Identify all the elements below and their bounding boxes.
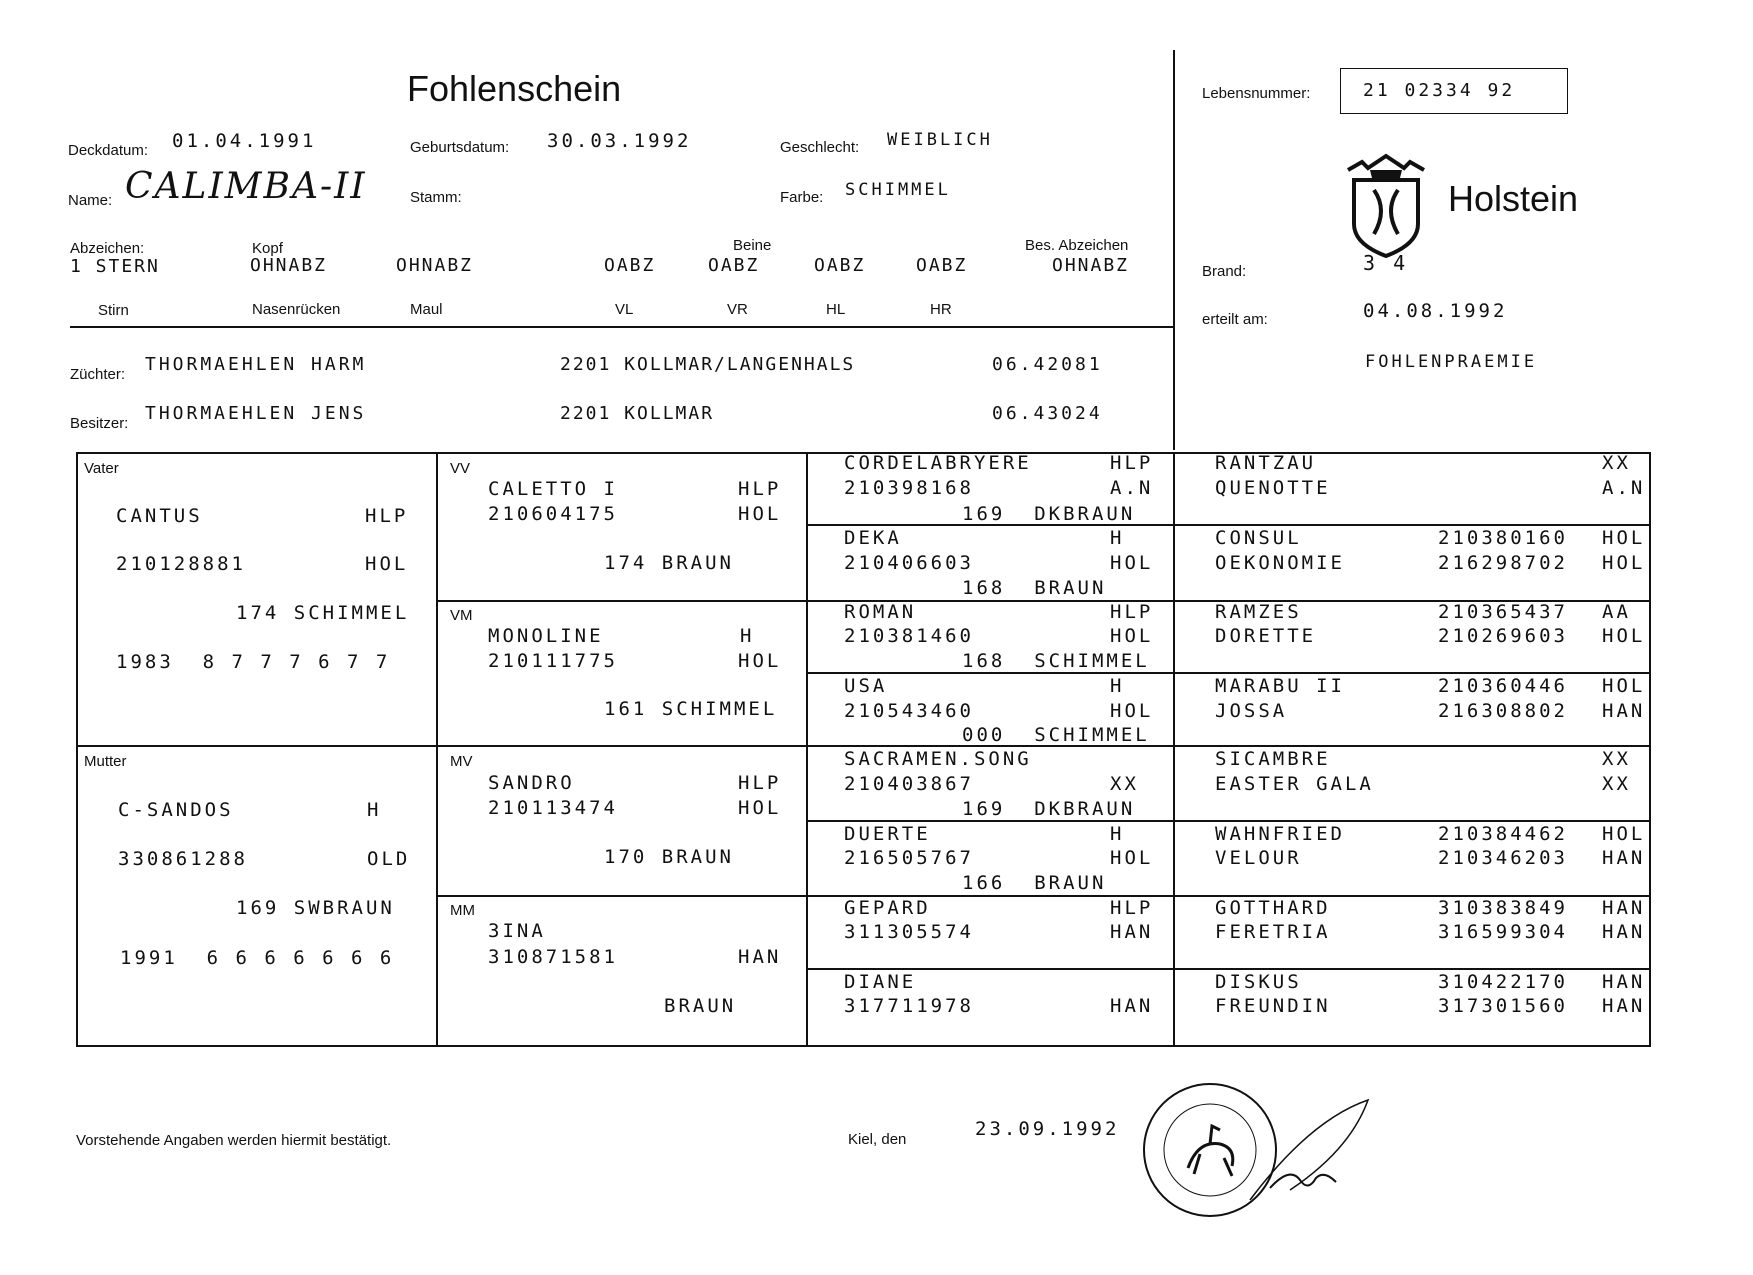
- name-label: Name:: [68, 192, 113, 209]
- mm-zb: HAN: [738, 946, 782, 968]
- pedigree-e7-divider: [806, 968, 1651, 970]
- erteilt-label: erteilt am:: [1202, 311, 1268, 328]
- pedigree-col1-divider: [436, 452, 438, 1047]
- gen4-1-zb: A.N: [1602, 477, 1646, 499]
- confirmation-text: Vorstehende Angaben werden hiermit bestätigt.: [76, 1132, 392, 1149]
- vl-value: OABZ: [604, 255, 656, 276]
- vater-nr: 210128881: [116, 553, 246, 575]
- gen3-0-nr: 210398168: [844, 477, 974, 499]
- gen4-12-name: GOTTHARD: [1215, 897, 1331, 919]
- gen3-3-name: USA: [844, 675, 888, 697]
- pedigree-col2-divider: [806, 452, 808, 1047]
- holstein-crown-shield-icon: [1340, 152, 1432, 258]
- vater-year-scores: 1983 8 7 7 7 6 7 7: [116, 651, 391, 673]
- mm-label: MM: [450, 902, 475, 919]
- zuechter-nr: 06.42081: [992, 354, 1103, 375]
- gen3-0-zb: A.N: [1110, 477, 1154, 499]
- vm-code: H: [740, 625, 755, 647]
- gen4-10-name: WAHNFRIED: [1215, 823, 1345, 845]
- vater-info: 174 SCHIMMEL: [236, 602, 410, 624]
- gen3-1-name: DEKA: [844, 527, 902, 549]
- mv-label: MV: [450, 753, 473, 770]
- mutter-label: Mutter: [84, 753, 127, 770]
- gen4-14-zb: HAN: [1602, 971, 1646, 993]
- gen4-2-name: CONSUL: [1215, 527, 1302, 549]
- pedigree-e1-divider: [806, 524, 1651, 526]
- zuechter-name: THORMAEHLEN HARM: [145, 354, 367, 375]
- vm-label: VM: [450, 607, 473, 624]
- gen4-2-zb: HOL: [1602, 527, 1646, 549]
- hl-value: OABZ: [814, 255, 866, 276]
- gen4-8-zb: XX: [1602, 748, 1631, 770]
- mutter-info: 169 SWBRAUN: [236, 897, 395, 919]
- gen4-9-zb: XX: [1602, 773, 1631, 795]
- page-title: Fohlenschein: [407, 68, 622, 109]
- vm-name: MONOLINE: [488, 625, 604, 647]
- gen3-4-name: SACRAMEN.SONG: [844, 748, 1032, 770]
- gen3-2-zb: HOL: [1110, 625, 1154, 647]
- pedigree-col3-divider: [1173, 452, 1175, 1047]
- gen4-15-name: FREUNDIN: [1215, 995, 1331, 1017]
- gen4-7-zb: HAN: [1602, 700, 1646, 722]
- mm-nr: 310871581: [488, 946, 618, 968]
- pedigree-left-border: [76, 452, 78, 1047]
- stirn-value: 1 STERN: [70, 256, 160, 277]
- gen4-1-name: QUENOTTE: [1215, 477, 1331, 499]
- seal-rider-stamp-icon: [1140, 1070, 1370, 1220]
- mv-name: SANDRO: [488, 772, 575, 794]
- gen3-4-info: 169 DKBRAUN: [962, 798, 1136, 820]
- gen3-6-nr: 311305574: [844, 921, 974, 943]
- gen4-6-zb: HOL: [1602, 675, 1646, 697]
- geschlecht-value: WEIBLICH: [887, 130, 993, 150]
- gen3-5-name: DUERTE: [844, 823, 931, 845]
- gen4-15-nr: 317301560: [1438, 995, 1568, 1017]
- gen4-8-name: SICAMBRE: [1215, 748, 1331, 770]
- besitzer-label: Besitzer:: [70, 415, 129, 432]
- vm-zb: HOL: [738, 650, 782, 672]
- zuechter-ort: 2201 KOLLMAR/LANGENHALS: [560, 354, 856, 375]
- gen3-4-nr: 210403867: [844, 773, 974, 795]
- pedigree-bottom-border: [76, 1045, 1651, 1047]
- gen4-2-nr: 210380160: [1438, 527, 1568, 549]
- vv-name: CALETTO I: [488, 478, 618, 500]
- hl-label: HL: [826, 301, 846, 318]
- markings-divider: [70, 326, 1174, 328]
- gen4-15-zb: HAN: [1602, 995, 1646, 1017]
- mv-code: HLP: [738, 772, 782, 794]
- gen3-5-info: 166 BRAUN: [962, 872, 1107, 894]
- gen4-4-name: RAMZES: [1215, 601, 1302, 623]
- gen4-6-nr: 210360446: [1438, 675, 1568, 697]
- stamm-label: Stamm:: [410, 189, 462, 206]
- mutter-zb: OLD: [367, 848, 411, 870]
- zuechter-label: Züchter:: [70, 366, 126, 383]
- gen3-7-name: DIANE: [844, 971, 917, 993]
- geburtsdatum-label: Geburtsdatum:: [410, 139, 510, 156]
- erteilt-value: 04.08.1992: [1363, 300, 1508, 322]
- gen3-5-code: H: [1110, 823, 1125, 845]
- gen4-11-name: VELOUR: [1215, 847, 1302, 869]
- gen3-3-info: 000 SCHIMMEL: [962, 724, 1150, 746]
- gen3-6-zb: HAN: [1110, 921, 1154, 943]
- mutter-code: H: [367, 799, 382, 821]
- stirn-label: Stirn: [98, 302, 129, 319]
- gen3-1-nr: 210406603: [844, 552, 974, 574]
- gen4-5-nr: 210269603: [1438, 625, 1568, 647]
- brand-value: 3 4: [1363, 251, 1409, 275]
- gen4-11-zb: HAN: [1602, 847, 1646, 869]
- gen4-5-zb: HOL: [1602, 625, 1646, 647]
- mm-info: BRAUN: [664, 995, 737, 1017]
- gen4-0-zb: XX: [1602, 452, 1631, 474]
- mutter-name: C-SANDOS: [118, 799, 234, 821]
- gen4-11-nr: 210346203: [1438, 847, 1568, 869]
- gen4-4-zb: AA: [1602, 601, 1631, 623]
- gen4-7-name: JOSSA: [1215, 700, 1288, 722]
- gen4-3-zb: HOL: [1602, 552, 1646, 574]
- gen4-14-name: DISKUS: [1215, 971, 1302, 993]
- gen4-10-nr: 210384462: [1438, 823, 1568, 845]
- gen3-1-zb: HOL: [1110, 552, 1154, 574]
- mv-info: 170 BRAUN: [604, 846, 734, 868]
- gen4-6-name: MARABU II: [1215, 675, 1345, 697]
- gen3-7-nr: 317711978: [844, 995, 974, 1017]
- gen4-13-zb: HAN: [1602, 921, 1646, 943]
- lebensnummer-label: Lebensnummer:: [1202, 85, 1311, 102]
- gen4-10-zb: HOL: [1602, 823, 1646, 845]
- mm-name: 3INA: [488, 920, 546, 942]
- hr-value: OABZ: [916, 255, 968, 276]
- gen4-13-name: FERETRIA: [1215, 921, 1331, 943]
- gen4-12-zb: HAN: [1602, 897, 1646, 919]
- kopf-label: Kopf: [252, 240, 283, 257]
- gen3-2-code: HLP: [1110, 601, 1154, 623]
- gen4-3-nr: 216298702: [1438, 552, 1568, 574]
- confirmation-date: 23.09.1992: [975, 1118, 1120, 1140]
- gen3-3-zb: HOL: [1110, 700, 1154, 722]
- gen3-1-code: H: [1110, 527, 1125, 549]
- gen4-4-nr: 210365437: [1438, 601, 1568, 623]
- right-panel-divider: [1173, 50, 1175, 450]
- gen4-13-nr: 316599304: [1438, 921, 1568, 943]
- gen4-0-name: RANTZAU: [1215, 452, 1317, 474]
- gen3-5-nr: 216505767: [844, 847, 974, 869]
- mv-zb: HOL: [738, 797, 782, 819]
- geschlecht-label: Geschlecht:: [780, 139, 860, 156]
- gen4-12-nr: 310383849: [1438, 897, 1568, 919]
- gen3-0-code: HLP: [1110, 452, 1154, 474]
- gen4-9-name: EASTER GALA: [1215, 773, 1374, 795]
- deckdatum-label: Deckdatum:: [68, 142, 149, 159]
- gen3-4-zb: XX: [1110, 773, 1139, 795]
- nasenruecken-value: OHNABZ: [250, 255, 328, 276]
- gen3-3-nr: 210543460: [844, 700, 974, 722]
- bes-abzeichen-label: Bes. Abzeichen: [1025, 237, 1129, 254]
- gen3-0-info: 169 DKBRAUN: [962, 503, 1136, 525]
- place-label: Kiel, den: [848, 1131, 907, 1148]
- abzeichen-label: Abzeichen:: [70, 240, 145, 257]
- gen3-0-name: CORDELABRYERE: [844, 452, 1032, 474]
- gen3-2-nr: 210381460: [844, 625, 974, 647]
- besitzer-ort: 2201 KOLLMAR: [560, 403, 715, 424]
- gen3-7-zb: HAN: [1110, 995, 1154, 1017]
- pedigree-mid-divider: [76, 745, 1651, 747]
- vater-zb: HOL: [365, 553, 409, 575]
- vr-label: VR: [727, 301, 748, 318]
- horse-name-handwritten: CALIMBA-II: [125, 166, 367, 207]
- gen4-7-nr: 216308802: [1438, 700, 1568, 722]
- farbe-label: Farbe:: [780, 189, 824, 206]
- pedigree-e3-divider: [806, 672, 1651, 674]
- holstein-wordmark: Holstein: [1448, 178, 1579, 219]
- vv-label: VV: [450, 460, 471, 477]
- vl-label: VL: [615, 301, 634, 318]
- vm-nr: 210111775: [488, 650, 618, 672]
- deckdatum-value: 01.04.1991: [172, 130, 317, 152]
- brand-label: Brand:: [1202, 263, 1247, 280]
- praemie-value: FOHLENPRAEMIE: [1365, 352, 1538, 372]
- mutter-nr: 330861288: [118, 848, 248, 870]
- holstein-logo: [1332, 134, 1424, 240]
- gen3-6-code: HLP: [1110, 897, 1154, 919]
- gen4-3-name: OEKONOMIE: [1215, 552, 1345, 574]
- besitzer-nr: 06.43024: [992, 403, 1103, 424]
- pedigree-right-border: [1649, 452, 1651, 1047]
- pedigree-e5-divider: [806, 820, 1651, 822]
- nasenruecken-label: Nasenrücken: [252, 301, 341, 318]
- mv-nr: 210113474: [488, 797, 618, 819]
- vm-info: 161 SCHIMMEL: [604, 698, 778, 720]
- vater-name: CANTUS: [116, 505, 203, 527]
- geburtsdatum-value: 30.03.1992: [547, 130, 692, 152]
- hr-label: HR: [930, 301, 952, 318]
- lebensnummer-value: 21 02334 92: [1363, 80, 1516, 101]
- farbe-value: SCHIMMEL: [845, 180, 951, 200]
- association-seal: [1132, 1052, 1362, 1202]
- gen3-2-info: 168 SCHIMMEL: [962, 650, 1150, 672]
- gen3-6-name: GEPARD: [844, 897, 931, 919]
- besitzer-name: THORMAEHLEN JENS: [145, 403, 367, 424]
- vater-label: Vater: [84, 460, 119, 477]
- vv-zb: HOL: [738, 503, 782, 525]
- gen3-1-info: 168 BRAUN: [962, 577, 1107, 599]
- gen4-14-nr: 310422170: [1438, 971, 1568, 993]
- gen4-5-name: DORETTE: [1215, 625, 1317, 647]
- vv-code: HLP: [738, 478, 782, 500]
- mutter-year-scores: 1991 6 6 6 6 6 6 6: [120, 947, 395, 969]
- maul-value: OHNABZ: [396, 255, 474, 276]
- maul-label: Maul: [410, 301, 443, 318]
- gen3-3-code: H: [1110, 675, 1125, 697]
- vv-nr: 210604175: [488, 503, 618, 525]
- vr-value: OABZ: [708, 255, 760, 276]
- beine-label: Beine: [733, 237, 772, 254]
- vv-info: 174 BRAUN: [604, 552, 734, 574]
- vater-code: HLP: [365, 505, 409, 527]
- bes-abzeichen-value: OHNABZ: [1052, 255, 1130, 276]
- gen3-2-name: ROMAN: [844, 601, 917, 623]
- gen3-5-zb: HOL: [1110, 847, 1154, 869]
